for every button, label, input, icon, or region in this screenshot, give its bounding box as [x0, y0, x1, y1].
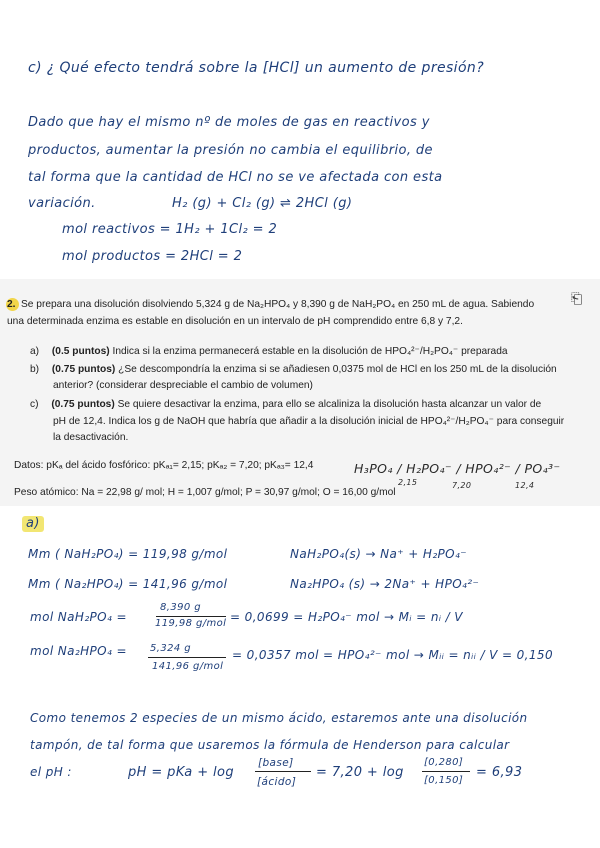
item-c-line-1: [30, 399, 541, 410]
item-b-text-1: ¿Se descompondría la enzima si se añadiesen 0,0375 mol de HCl en los 250 mL de la disolución: [118, 364, 557, 375]
item-c-text-3: la desactivación.: [53, 432, 129, 443]
item-a-points: (0.5 puntos): [51, 346, 110, 357]
henderson-mid: = 7,20 + log: [316, 765, 404, 780]
mol1-numerator: 8,390 g: [160, 602, 201, 613]
item-a-text: Indica si la enzima permanecerá estable en la disolución de HPO₄²⁻/H₂PO₄⁻ preparada: [112, 346, 508, 357]
pka-data: Datos: pKₐ del ácido fosfórico: pKₐ₁= 2,15; pKₐ₂ = 7,20; pKₐ₃= 12,4: [14, 460, 314, 471]
answer-line-3: tal forma que la cantidad de HCl no se ve afectada con esta: [28, 170, 443, 185]
answer-a-label: a): [26, 516, 40, 531]
item-b-text-2: anterior? (considerar despreciable el cambio de volumen): [53, 380, 313, 391]
item-b-line-1: [30, 364, 557, 375]
mol1-denominator: 119,98 g/mol: [155, 618, 227, 629]
bookmark-icon: ⎗: [571, 291, 583, 307]
mol-productos-line: mol productos = 2HCl = 2: [62, 249, 243, 264]
item-a-label: a): [30, 346, 40, 357]
answer-line-2: productos, aumentar la presión no cambia el equilibrio, de: [28, 143, 433, 158]
item-c-label: c): [30, 399, 39, 410]
problem-number: 2.: [7, 299, 16, 310]
pk-mark-3: 12,4: [515, 481, 535, 490]
buffer-text-line-3-label: el pH :: [30, 765, 72, 779]
henderson-fraction-bar-2: [422, 771, 470, 772]
henderson-numerator-2: [0,280]: [424, 757, 464, 768]
henderson-fraction-bar: [255, 771, 311, 772]
mol2-result: = 0,0357 mol = HPO₄²⁻ mol → Mᵢᵢ = nᵢᵢ / V = 0,150: [232, 648, 553, 662]
diss-na2hpo4: Na₂HPO₄ (s) → 2Na⁺ + HPO₄²⁻: [290, 577, 480, 591]
buffer-text-line-1: Como tenemos 2 especies de un mismo ácido, estaremos ante una disolución: [30, 711, 528, 725]
species-chain: H₃PO₄ / H₂PO₄⁻ / HPO₄²⁻ / PO₄³⁻: [354, 461, 561, 476]
atomic-weights: Peso atómico: Na = 22,98 g/ mol; H = 1,007 g/mol; P = 30,97 g/mol; O = 16,00 g/mol: [14, 487, 396, 498]
pk-mark-2: 7,20: [452, 481, 472, 490]
diss-nah2po4: NaH₂PO₄(s) → Na⁺ + H₂PO₄⁻: [290, 547, 467, 561]
printed-problem-block: [0, 279, 600, 506]
pk-mark-1: 2,15: [398, 478, 418, 487]
henderson-denominator: [ácido]: [257, 776, 297, 788]
answer-line-1: Dado que hay el mismo nº de moles de gas en reactivos y: [28, 115, 430, 130]
mol2-denominator: 141,96 g/mol: [152, 661, 224, 672]
answer-line-4-label: variación.: [28, 196, 96, 211]
mol-reactivos-line: mol reactivos = 1H₂ + 1Cl₂ = 2: [62, 222, 278, 237]
problem-statement-line-1: Se prepara una disolución disolviendo 5,324 g de Na₂HPO₄ y 8,390 g de NaH₂PO₄ en 250 mL de agua. Sabiendo: [21, 299, 535, 310]
mol2-label: mol Na₂HPO₄ =: [30, 644, 127, 658]
problem-statement-line-2: una determinada enzima es estable en disolución en un intervalo de pH comprendido entre 6,8 y 7,2.: [7, 316, 463, 327]
mol2-fraction-bar: [148, 657, 226, 658]
item-c-points: (0.75 puntos): [51, 399, 115, 410]
item-b-label: b): [30, 364, 40, 375]
henderson-left: pH = pKa + log: [128, 765, 235, 780]
henderson-denominator-2: [0,150]: [424, 775, 464, 786]
mol2-numerator: 5,324 g: [150, 643, 191, 654]
mol1-fraction-bar: [156, 616, 226, 617]
mol1-result: = 0,0699 = H₂PO₄⁻ mol → Mᵢ = nᵢ / V: [230, 610, 463, 624]
mol1-label: mol NaH₂PO₄ =: [30, 610, 127, 624]
mm-na2hpo4: Mm ( Na₂HPO₄) = 141,96 g/mol: [28, 577, 228, 591]
item-b-points: (0.75 puntos): [51, 364, 116, 375]
mm-nah2po4: Mm ( NaH₂PO₄) = 119,98 g/mol: [28, 547, 228, 561]
question-c-heading: c) ¿ Qué efecto tendrá sobre la [HCl] un aumento de presión?: [28, 60, 485, 76]
henderson-numerator: [base]: [258, 757, 294, 769]
item-c-text-1: Se quiere desactivar la enzima, para ello se alcaliniza la disolución hasta alcanzar un valor de: [117, 399, 542, 410]
reaction-equation: H₂ (g) + Cl₂ (g) ⇌ 2HCl (g): [172, 196, 353, 211]
henderson-result: = 6,93: [476, 765, 523, 780]
buffer-text-line-2: tampón, de tal forma que usaremos la fórmula de Henderson para calcular: [30, 738, 510, 752]
item-c-text-2: pH de 12,4. Indica los g de NaOH que habría que añadir a la disolución inicial de HPO₄²⁻/H₂PO₄⁻ para conseguir: [53, 416, 565, 427]
item-a: [30, 346, 508, 357]
